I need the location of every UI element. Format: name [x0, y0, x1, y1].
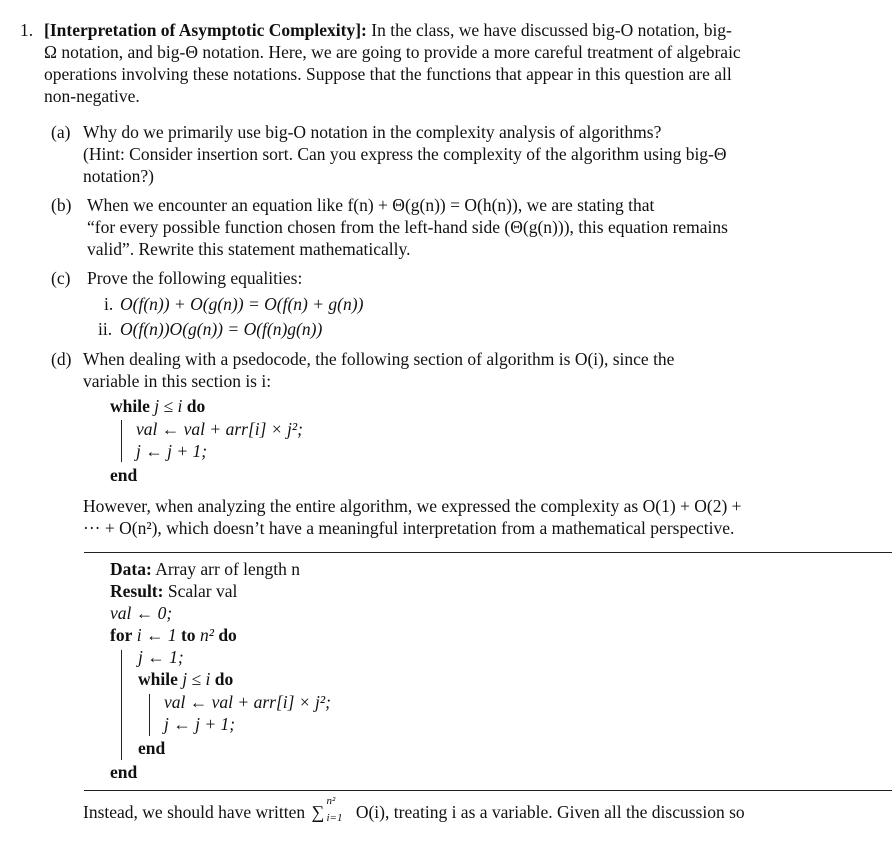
part-a-line-2: (Hint: Consider insertion sort. Can you express the complexity of the algorithm using big-Θ	[83, 144, 727, 164]
algorithm-data-keyword: Data:	[110, 559, 152, 579]
algorithm-for-condition: i ← 1	[136, 625, 177, 645]
algorithm-while-do-keyword: do	[214, 669, 234, 689]
part-d-line-1: When dealing with a psedocode, the following section of algorithm is O(i), since the	[83, 349, 675, 369]
algorithm-while-condition: j ≤ i	[182, 669, 211, 689]
question-title: [Interpretation of Asymptotic Complexity]:	[44, 20, 367, 40]
part-d-final-line	[83, 795, 745, 824]
part-d-line-2: variable in this section is i:	[83, 371, 272, 391]
part-d-after-line-2: ··· + O(n²), which doesn’t have a meaningful interpretation from a mathematical perspective.	[83, 518, 735, 538]
part-c-item-2-equation: O(f(n))O(g(n)) = O(f(n)g(n))	[120, 319, 323, 339]
part-b-line-1: When we encounter an equation like f(n) + Θ(g(n)) = O(h(n)), we are stating that	[87, 195, 655, 215]
algorithm-result-line	[110, 580, 237, 602]
algorithm-top-rule	[84, 552, 892, 553]
algorithm-while-end: end	[138, 738, 166, 758]
intro-line-3: operations involving these notations. Suppose that the functions that appear in this question are all	[44, 64, 732, 84]
snippet-block-bar	[121, 420, 122, 462]
final-line-post: O(i), treating i as a variable. Given all the discussion so	[355, 802, 745, 822]
algorithm-for-block-bar	[121, 650, 122, 760]
algorithm-data-line	[110, 558, 300, 580]
algorithm-inner-init: j ← 1;	[138, 647, 184, 667]
part-a-line-1: Why do we primarily use big-O notation in the complexity analysis of algorithms?	[83, 122, 662, 142]
snippet-end-keyword: end	[110, 465, 138, 485]
algorithm-for-limit: n²	[199, 625, 214, 645]
algorithm-result-text: Scalar val	[167, 581, 238, 601]
part-c-item-1-label: i.	[104, 294, 114, 314]
snippet-body-line-2: j ← j + 1;	[136, 441, 208, 461]
part-a-label: (a)	[51, 122, 71, 142]
algorithm-body-line-1: val ← val + arr[i] × j²;	[164, 692, 331, 712]
part-b-line-3: valid”. Rewrite this statement mathematically.	[87, 239, 411, 259]
algorithm-to-keyword: to	[180, 625, 196, 645]
snippet-while-keyword: while	[110, 396, 150, 416]
snippet-body-line-1: val ← val + arr[i] × j²;	[136, 419, 303, 439]
algorithm-for-line	[110, 624, 237, 646]
summation-upper-limit: n²	[326, 795, 336, 807]
algorithm-for-end: end	[110, 762, 138, 782]
part-d-after-line-1: However, when analyzing the entire algorithm, we expressed the complexity as O(1) + O(2) +	[83, 496, 742, 516]
part-a-line-3: notation?)	[83, 166, 154, 186]
final-line-pre: Instead, we should have written	[83, 802, 306, 822]
snippet-while-line	[110, 395, 205, 417]
algorithm-data-text: Array arr of length n	[155, 559, 301, 579]
algorithm-for-keyword: for	[110, 625, 133, 645]
algorithm-while-keyword: while	[138, 669, 178, 689]
part-c-label: (c)	[51, 268, 71, 288]
summation-expression	[309, 795, 351, 824]
intro-line-1: In the class, we have discussed big-O notation, big-	[371, 20, 732, 40]
algorithm-bottom-rule	[84, 790, 892, 791]
algorithm-body-line-2: j ← j + 1;	[164, 714, 236, 734]
part-c-text: Prove the following equalities:	[87, 268, 303, 288]
algorithm-while-line	[138, 668, 233, 690]
part-c-item-1-equation: O(f(n)) + O(g(n)) = O(f(n) + g(n))	[120, 294, 364, 314]
snippet-while-condition: j ≤ i	[154, 396, 183, 416]
question-number: 1.	[20, 20, 34, 40]
algorithm-for-do-keyword: do	[218, 625, 237, 645]
snippet-do-keyword: do	[186, 396, 206, 416]
algorithm-while-block-bar	[149, 694, 150, 736]
intro-line-2: Ω notation, and big-Θ notation. Here, we are going to provide a more careful treatment of algebraic	[44, 42, 741, 62]
question-title-line	[44, 19, 732, 41]
algorithm-init: val ← 0;	[110, 603, 173, 623]
part-d-label: (d)	[51, 349, 72, 369]
part-b-line-2: “for every possible function chosen from the left-hand side (Θ(g(n))), this equation remains	[87, 217, 728, 237]
summation-lower-limit: i=1	[326, 812, 343, 824]
summation-symbol: ∑	[311, 802, 325, 822]
intro-line-4: non-negative.	[44, 86, 140, 106]
part-c-item-2-label: ii.	[98, 319, 113, 339]
algorithm-result-keyword: Result:	[110, 581, 164, 601]
part-b-label: (b)	[51, 195, 72, 215]
